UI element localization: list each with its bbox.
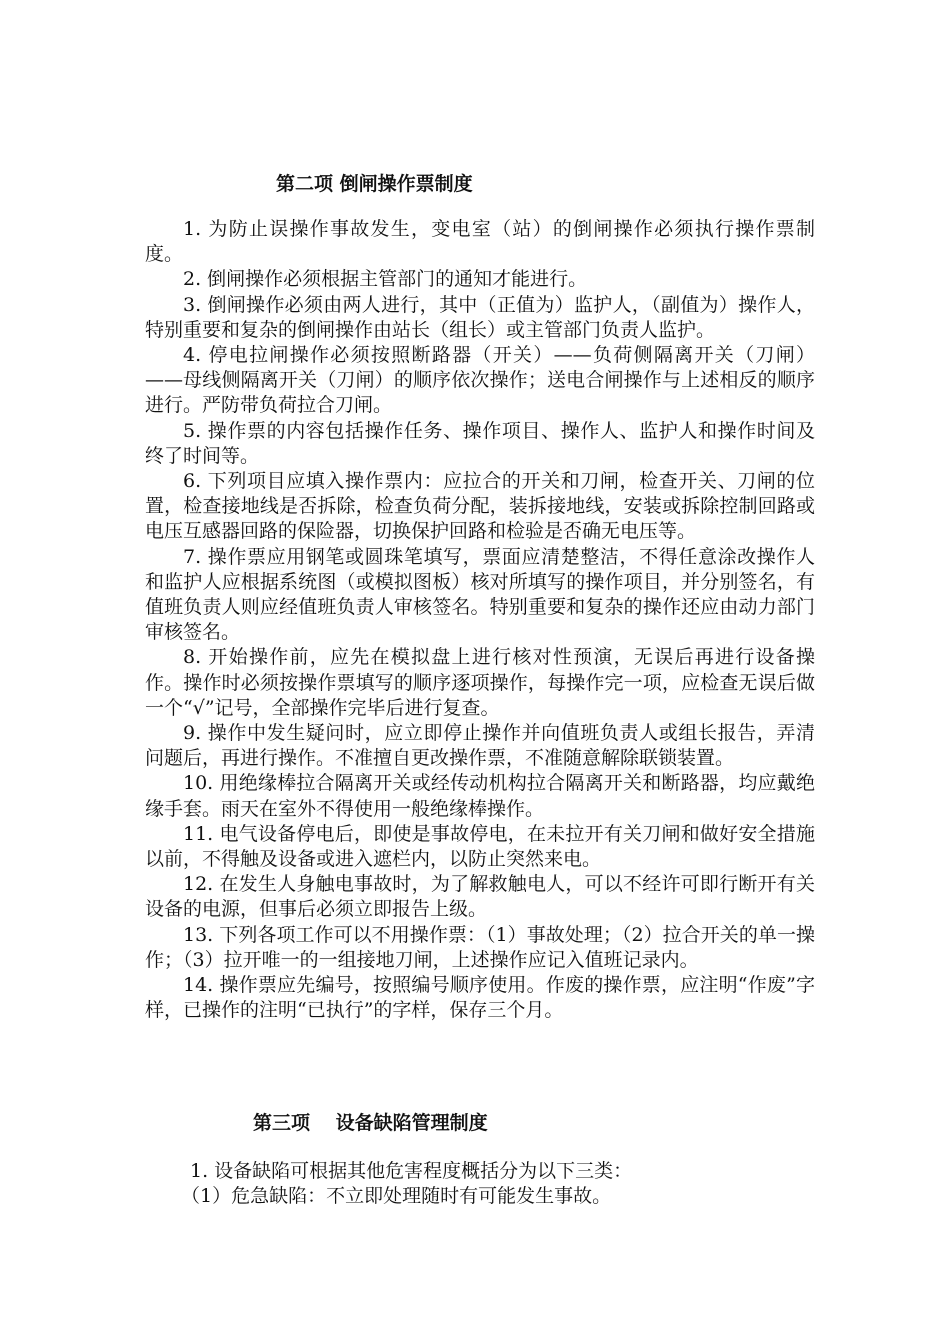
paragraph-2: 2. 倒闸操作必须根据主管部门的通知才能进行。 (183, 268, 588, 291)
paragraph-1: 1. 为防止误操作事故发生，变电室（站）的倒闸操作必须执行操作票制度。 (145, 218, 815, 266)
paragraph-3: 3. 倒闸操作必须由两人进行，其中（正值为）监护人，（副值为）操作人，特别重要和复杂的倒闸操作由站长（组长）或主管部门负责人监护。 (145, 293, 815, 341)
section-3-line-1: 1. 设备缺陷可根据其他危害程度概括分为以下三类： (190, 1160, 633, 1182)
section-3-line-2: （1）危急缺陷：不立即处理随时有可能发生事故。 (181, 1185, 612, 1207)
paragraph-10: 10. 用绝缘棒拉合隔离开关或经传动机构拉合隔离开关和断路器，均应戴绝缘手套。雨天在室外不得使用一般绝缘棒操作。 (145, 772, 815, 820)
paragraph-6: 6. 下列项目应填入操作票内：应拉合的开关和刀闸，检查开关、刀闸的位置，检查接地线是否拆除，检查负荷分配，装拆接地线，安装或拆除控制回路或电压互感器回路的保险器，切换保护回路和检验是否确无电压等。 (145, 470, 815, 543)
paragraph-7: 7. 操作票应用钢笔或圆珠笔填写，票面应清楚整洁，不得任意涂改操作人和监护人应根据系统图（或模拟图板）核对所填写的操作项目，并分别签名，有值班负责人则应经值班负责人审核签名。特别重要和复杂的操作还应由动力部门审核签名。 (145, 545, 815, 644)
paragraph-12: 12. 在发生人身触电事故时，为了解救触电人，可以不经许可即行断开有关设备的电源，但事后必须立即报告上级。 (145, 873, 815, 921)
paragraph-4: 4. 停电拉闸操作必须按照断路器（开关）——负荷侧隔离开关（刀闸）——母线侧隔离开关（刀闸）的顺序依次操作；送电合闸操作与上述相反的顺序进行。严防带负荷拉合刀闸。 (145, 344, 815, 417)
paragraph-13: 13. 下列各项工作可以不用操作票：（1）事故处理；（2）拉合开关的单一操作；（3）拉开唯一的一组接地刀闸，上述操作应记入值班记录内。 (145, 923, 815, 971)
section-3-title: 第三项 设备缺陷管理制度 (253, 1112, 488, 1134)
paragraph-11: 11. 电气设备停电后，即使是事故停电，在未拉开有关刀闸和做好安全措施以前，不得触及设备或进入遮栏内，以防止突然来电。 (145, 822, 815, 871)
paragraph-5: 5. 操作票的内容包括操作任务、操作项目、操作人、监护人和操作时间及终了时间等。 (145, 419, 815, 467)
paragraph-14: 14. 操作票应先编号，按照编号顺序使用。作废的操作票，应注明“作废”字样，已操作的注明“已执行”的字样，保存三个月。 (145, 974, 815, 1022)
section-2-title: 第二项 倒闸操作票制度 (276, 173, 473, 195)
section-2-body (145, 217, 815, 1024)
paragraph-8: 8. 开始操作前，应先在模拟盘上进行核对性预演，无误后再进行设备操作。操作时必须按操作票填写的顺序逐项操作，每操作完一项，应检查无误后做一个“√”记号，全部操作完毕后进行复查。 (145, 646, 815, 719)
paragraph-9: 9. 操作中发生疑问时，应立即停止操作并向值班负责人或组长报告，弄清问题后，再进行操作。不准擅自更改操作票，不准随意解除联锁装置。 (145, 722, 815, 770)
